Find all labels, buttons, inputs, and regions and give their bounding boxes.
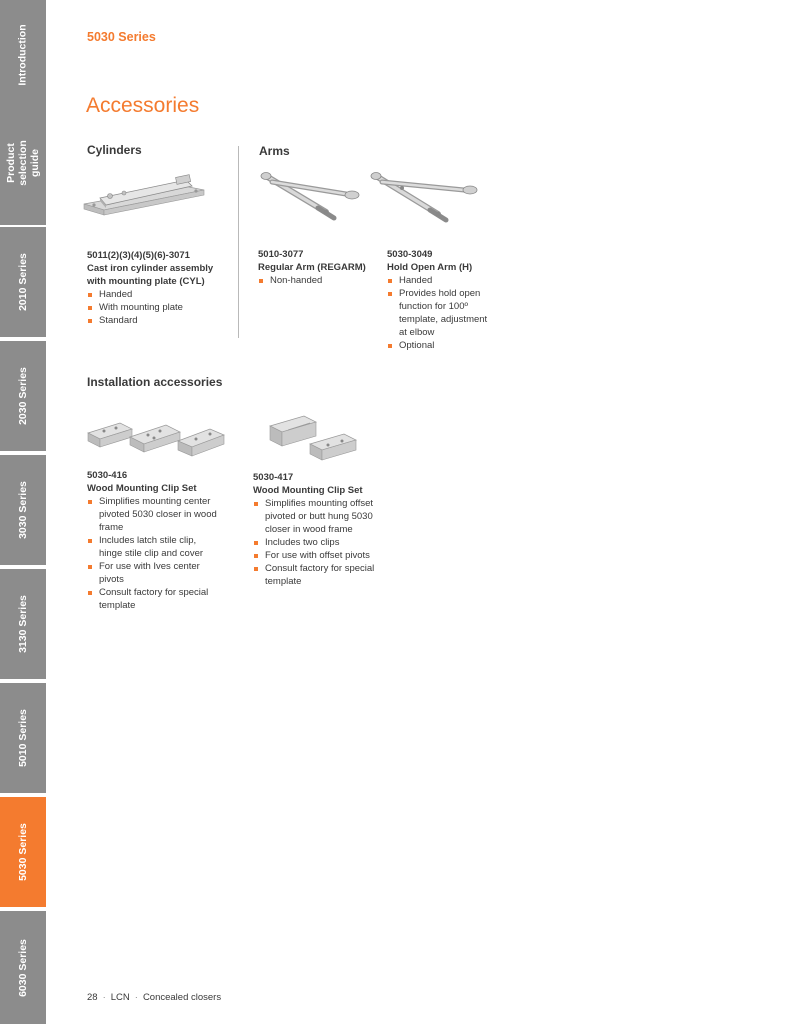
page-number: 28 xyxy=(87,992,98,1003)
product-name: Regular Arm (REGARM) xyxy=(258,262,366,273)
feature-item: Simplifies mounting center pivoted 5030 closer in wood frame xyxy=(87,495,222,534)
page-footer xyxy=(87,992,221,1003)
tab-label: 6030 Series xyxy=(17,938,29,997)
tab-label: 2030 Series xyxy=(17,367,29,425)
feature-item: Standard xyxy=(87,314,232,327)
product-name: with mounting plate (CYL) xyxy=(87,276,205,287)
tab-label: 3130 Series xyxy=(17,595,29,653)
tab-6030-series[interactable] xyxy=(0,911,46,1024)
tab-2030-series[interactable] xyxy=(0,341,46,451)
tab-label: 5010 Series xyxy=(17,709,29,767)
clip-set-416-image xyxy=(84,415,229,460)
tab-5030-series[interactable] xyxy=(0,797,46,907)
tab-product-selection-guide[interactable] xyxy=(0,100,46,225)
feature-item: Consult factory for special template xyxy=(87,586,222,612)
feature-item: Optional xyxy=(387,339,495,352)
feature-list xyxy=(387,274,495,352)
tab-label: 3030 Series xyxy=(17,481,29,539)
footer-separator: · xyxy=(134,992,138,1003)
product-name: Wood Mounting Clip Set xyxy=(87,483,197,494)
feature-item: Handed xyxy=(87,288,232,301)
product-code: 5011(2)(3)(4)(5)(6)-3071 xyxy=(87,250,190,261)
feature-item: For use with offset pivots xyxy=(253,549,393,562)
clip-set-417-image xyxy=(266,410,362,465)
tab-3130-series[interactable] xyxy=(0,569,46,679)
feature-list xyxy=(258,274,383,287)
footer-section: Concealed closers xyxy=(142,992,222,1003)
footer-brand: LCN xyxy=(110,992,130,1003)
feature-item: Provides hold open function for 100º template, adjustment at elbow xyxy=(387,287,495,339)
feature-item: With mounting plate xyxy=(87,301,232,314)
product-code: 5030-416 xyxy=(87,470,128,481)
product-name: Hold Open Arm (H) xyxy=(387,262,473,273)
product-code: 5010-3077 xyxy=(258,249,304,260)
cylinders-heading: Cylinders xyxy=(87,143,142,157)
footer-separator: · xyxy=(102,992,106,1003)
feature-item: Includes latch stile clip, hinge stile clip and cover xyxy=(87,534,222,560)
feature-list xyxy=(87,495,222,612)
feature-item: Includes two clips xyxy=(253,536,393,549)
feature-item: Non-handed xyxy=(258,274,383,287)
tab-label: 5030 Series xyxy=(17,823,29,881)
tab-3030-series[interactable] xyxy=(0,455,46,565)
hold-open-arm-image xyxy=(368,168,480,230)
product-5030-417 xyxy=(253,471,393,588)
side-nav xyxy=(0,0,46,1024)
product-5010-3077 xyxy=(258,248,383,287)
product-code: 5030-417 xyxy=(253,472,294,483)
feature-item: Consult factory for special template xyxy=(253,562,393,588)
page-title: Accessories xyxy=(86,94,200,117)
regular-arm-image xyxy=(258,168,362,230)
feature-item: Handed xyxy=(387,274,495,287)
tab-label: 2010 Series xyxy=(17,253,29,311)
tab-2010-series[interactable] xyxy=(0,227,46,337)
product-name: Cast iron cylinder assembly xyxy=(87,263,214,274)
feature-item: For use with Ives center pivots xyxy=(87,560,222,586)
installation-heading: Installation accessories xyxy=(87,375,223,389)
tab-introduction[interactable] xyxy=(0,0,46,110)
cylinder-assembly-image xyxy=(80,168,210,220)
product-5030-3049 xyxy=(387,248,495,352)
product-5011-3071 xyxy=(87,249,232,327)
tab-5010-series[interactable] xyxy=(0,683,46,793)
series-label: 5030 Series xyxy=(87,30,156,44)
arms-heading: Arms xyxy=(259,144,290,158)
feature-list xyxy=(87,288,232,327)
feature-item: Simplifies mounting offset pivoted or butt hung 5030 closer in wood frame xyxy=(253,497,393,536)
product-name: Wood Mounting Clip Set xyxy=(253,485,363,496)
product-code: 5030-3049 xyxy=(387,249,433,260)
tab-label: Introduction xyxy=(17,24,29,86)
feature-list xyxy=(253,497,393,588)
column-divider xyxy=(238,146,239,338)
tab-label: Product selection guide xyxy=(5,139,41,186)
product-5030-416 xyxy=(87,469,222,612)
